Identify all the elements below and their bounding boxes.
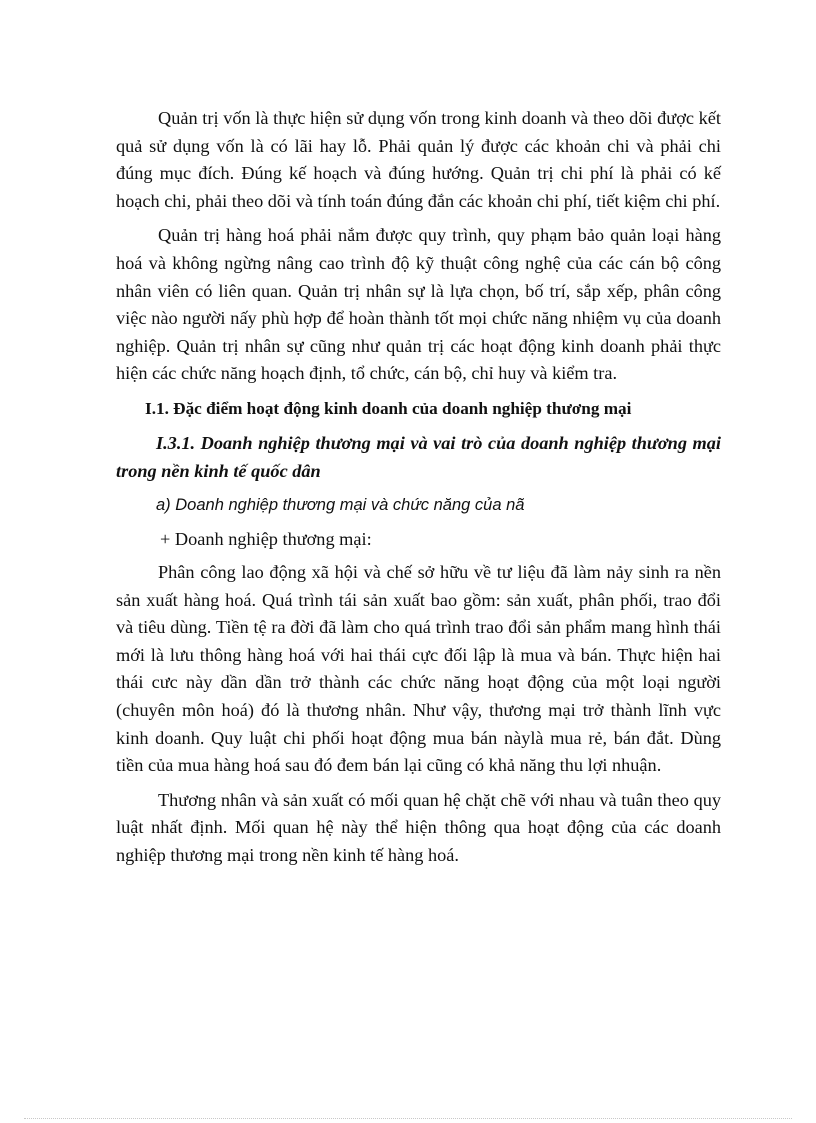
paragraph-merchants-production: Thương nhân và sản xuất có mối quan hệ chặt chẽ với nhau và tuân theo quy luật nhất định. Mối quan hệ này thể hiện thông qua hoạt động của các doanh nghiệp thương mại trong nền kinh tế hàng hoá. <box>116 789 721 865</box>
paragraph-capital-management: Quản trị vốn là thực hiện sử dụng vốn trong kinh doanh và theo dõi được kết quả sử dụng vốn là có lãi hay lỗ. Phải quản lý được các khoản chi và phải chi đúng mục đích. Đúng kế hoạch và đúng hướng. Quản trị chi phí là phải có kế hoạch chi, phải theo dõi và tính toán đúng đắn các khoản chi phí, tiết kiệm chi phí. <box>116 108 721 211</box>
document-page <box>116 105 721 876</box>
subsection-heading: I.3.1. Doanh nghiệp thương mại và vai trò của doanh nghiệp thương mại trong nền kinh tế quốc dân <box>116 432 721 481</box>
paragraph-division-of-labor: Phân công lao động xã hội và chế sở hữu về tư liệu đã làm nảy sinh ra nền sản xuất hàng hoá. Quá trình tái sản xuất bao gồm: sản xuất, phân phối, trao đổi và tiêu dùng. Tiền tệ ra đời đã làm cho quá trình trao đổi sản phẩm mang hình thái mới là lưu thông hàng hoá với hai thái cực đối lập là mua và bán. Thực hiện hai thái cưc này dần dần trở thành các chức năng hoạt động của một loại người (chuyên môn hoá) đó là thương nhân. Như vậy, thương mại trở thành lĩnh vực kinh doanh. Quy luật chi phối hoạt động mua bán nàylà mua rẻ, bán đắt. Dùng tiền của mua hàng hoá sau đó đem bán lại cũng có khả năng thu lợi nhuận. <box>116 561 721 776</box>
paragraph-goods-hr-management: Quản trị hàng hoá phải nắm được quy trình, quy phạm bảo quản loại hàng hoá và không ngừng nâng cao trình độ kỹ thuật công nghệ của các cán bộ công nhân viên có liên quan. Quản trị nhân sự là lựa chọn, bố trí, sắp xếp, phân công việc nào người nấy phù hợp để hoàn thành tốt mọi chức năng nhiệm vụ của doanh nghiệp. Quản trị nhân sự cũng như quản trị các hoạt động kinh doanh phải thực hiện các chức năng hoạch định, tổ chức, cán bộ, chỉ huy và kiểm tra. <box>116 225 721 384</box>
footer-divider <box>24 1118 792 1119</box>
bullet-item: + Doanh nghiệp thương mại: <box>160 528 372 549</box>
section-heading: I.1. Đặc điểm hoạt động kinh doanh của doanh nghiệp thương mại <box>145 398 632 418</box>
sub-sub-heading: a) Doanh nghiệp thương mại và chức năng của nã <box>156 495 525 514</box>
